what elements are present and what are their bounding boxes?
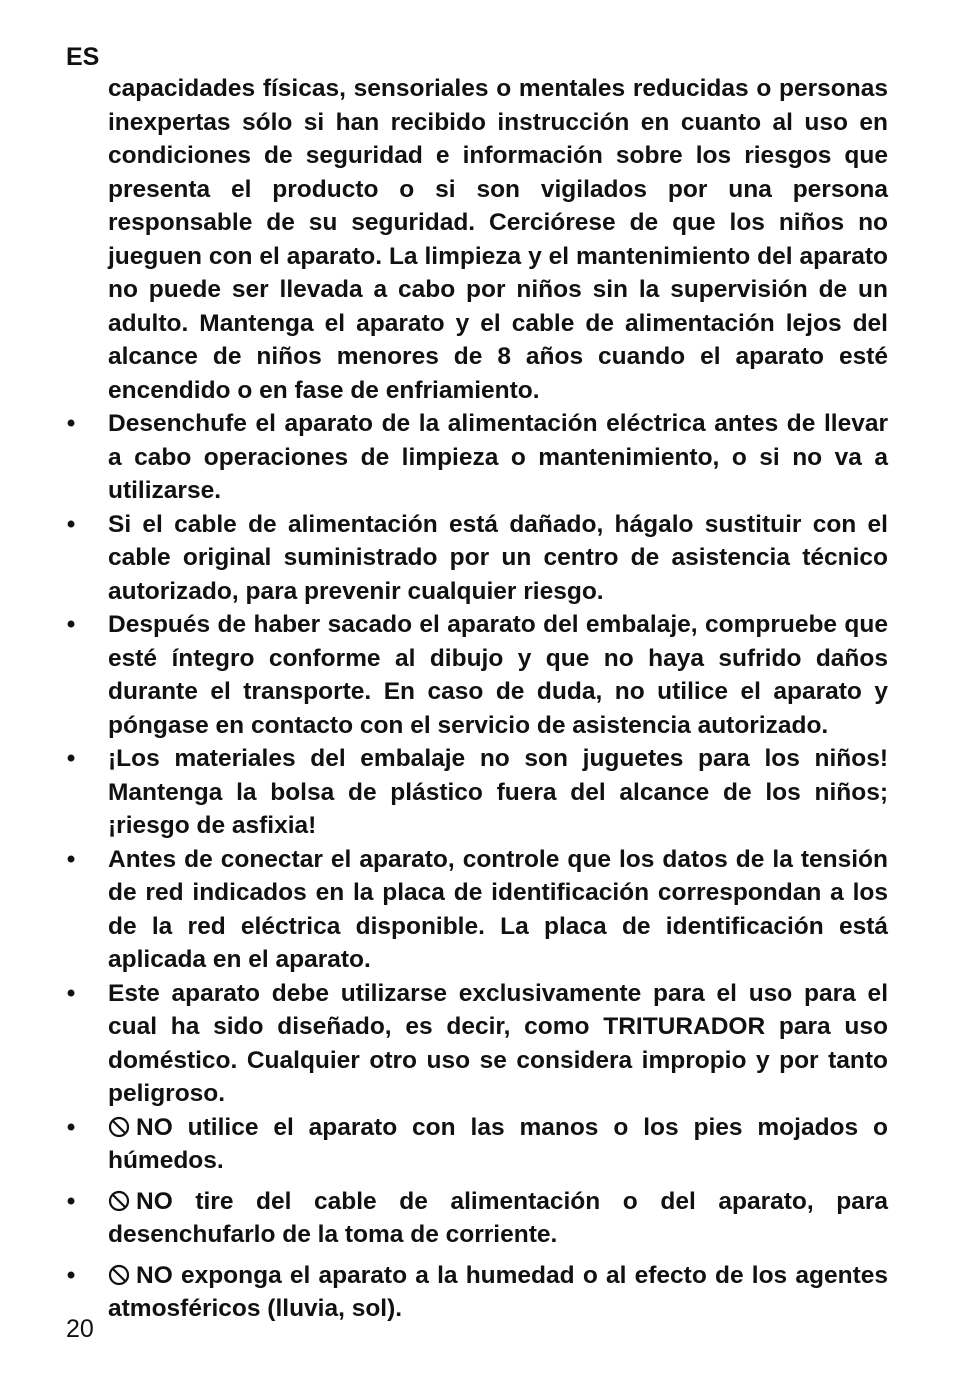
prohibited-icon [108, 1190, 130, 1212]
list-item [66, 1185, 888, 1252]
safety-text [66, 72, 888, 1326]
page-number: 20 [66, 1315, 94, 1343]
prohibited-icon [108, 1116, 130, 1138]
list-item [66, 977, 888, 1111]
bullet-icon: • [66, 845, 76, 873]
bullet-icon: • [66, 611, 76, 638]
language-code: ES [66, 43, 100, 71]
bullet-icon: • [66, 745, 76, 772]
bullet-icon: • [66, 510, 76, 538]
list-item-text: Antes de conectar el aparato, controle que los datos de la tensión de red indicados en la placa de identificación correspondan a los de la red eléctrica disponible. La placa de identificación está aplicada en el aparato. [108, 845, 888, 973]
bullet-icon: • [66, 1187, 76, 1215]
list-item-text: NO utilice el aparato con las manos o los pies mojados o húmedos. [108, 1113, 888, 1174]
list-item [66, 508, 888, 609]
list-item-text: Desenchufe el aparato de la alimentación eléctrica antes de llevar a cabo operaciones de limpieza o mantenimiento, o si no va a utilizarse. [108, 410, 888, 504]
list-item-text: Este aparato debe utilizarse exclusivamente para el uso para el cual ha sido diseñado, es decir, como TRITURADOR para uso doméstico. Cualquier otro uso se considera impropio y por tanto peligroso. [108, 979, 888, 1107]
list-item [66, 608, 888, 742]
prohibited-icon [108, 1264, 130, 1286]
list-item-text: ¡Los materiales del embalaje no son juguetes para los niños! Mantenga la bolsa de plástico fuera del alcance de los niños; ¡riesgo de asfixia! [108, 745, 888, 839]
list-item [66, 843, 888, 977]
list-item [66, 742, 888, 843]
list-item [66, 407, 888, 508]
bullet-icon: • [66, 410, 76, 437]
list-item-text: Si el cable de alimentación está dañado, hágalo sustituir con el cable original suministrado por un centro de asistencia técnico autorizado, para prevenir cualquier riesgo. [108, 510, 888, 605]
bullet-icon: • [66, 979, 76, 1007]
intro-paragraph: capacidades físicas, sensoriales o mentales reducidas o personas inexpertas sólo si han recibido instrucción en cuanto al uso en condiciones de seguridad e información sobre los riesgos que presenta el producto o si son vigilados por una persona responsable de su seguridad. Cerciórese de que los niños no jueguen con el aparato. La limpieza y el mantenimiento del aparato no puede ser llevada a cabo por niños sin la supervisión de un adulto. Mantenga el aparato y el cable de alimentación lejos del alcance de niños menores de 8 años cuando el aparato esté encendido o en fase de enfriamiento. [108, 75, 888, 404]
list-item-text: Después de haber sacado el aparato del embalaje, compruebe que esté íntegro conforme al dibujo y que no haya sufrido daños durante el transporte. En caso de duda, no utilice el aparato y póngase en contacto con el servicio de asistencia autorizado. [108, 611, 888, 739]
list-item [66, 1259, 888, 1326]
list-item-text: NO exponga el aparato a la humedad o al efecto de los agentes atmosféricos (lluvia, sol). [108, 1261, 888, 1322]
list-item-text: NO tire del cable de alimentación o del aparato, para desenchufarlo de la toma de corriente. [108, 1187, 888, 1248]
bullet-icon: • [66, 1113, 76, 1141]
bullet-icon: • [66, 1261, 76, 1289]
list-item [66, 1111, 888, 1178]
